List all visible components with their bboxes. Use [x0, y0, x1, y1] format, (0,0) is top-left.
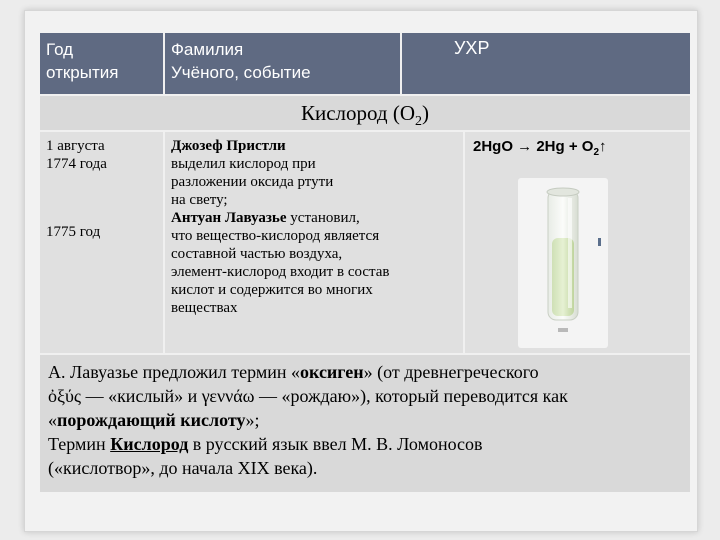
section-title: Кислород $(O_2)$ [300, 101, 430, 130]
priestley-text-3: на свету; [171, 192, 228, 208]
header-year-line1: Год [46, 40, 74, 59]
section-title-row [40, 96, 690, 130]
header-scientist-line2: Учёного, событие [171, 63, 311, 82]
summary-band [40, 355, 690, 492]
test-tube-photo [518, 178, 608, 348]
lavoisier-text-5: веществах [171, 300, 238, 316]
lavoisier-text-4: кислот и содержится во многих [171, 282, 373, 298]
lavoisier-text-2: составной частью воздуха, [171, 246, 343, 262]
header-year-line2: открытия [46, 63, 119, 82]
summary-line-4: Термин Кислород в русский язык ввел М. В. Ломоносов [48, 434, 483, 454]
event-cell [165, 132, 463, 353]
scientist-lavoisier: Антуан Лавуазье [171, 210, 287, 226]
summary-line-5: («кислотвор», до начала XIX века). [48, 458, 318, 478]
lavoisier-text-3: элемент-кислород входит в состав [171, 264, 390, 280]
year-cell [40, 132, 163, 353]
scientist-priestley: Джозеф Пристли [171, 138, 286, 154]
header-col-scientist [165, 33, 400, 94]
summary-line-1: А. Лавуазье предложил термин «оксиген» (от древнегреческого [48, 362, 539, 382]
summary-line-3: «порождающий кислоту»; [48, 410, 260, 430]
header-scientist-line1: Фамилия [171, 40, 244, 59]
date1-line1: 1 августа [46, 138, 105, 154]
priestley-text-1: выделил кислород при [171, 156, 316, 172]
date1-line2: 1774 года [46, 156, 107, 172]
header-col-year [40, 33, 163, 94]
summary-line-2: ὀξύς — «кислый» и γεννάω — «рождаю»), который переводится как [48, 386, 568, 406]
date2: 1775 год [46, 224, 101, 240]
header-reaction-label: УХР [454, 38, 490, 58]
lavoisier-text-1: что вещество-кислород является [171, 228, 380, 244]
reaction-equation: $2HgO \to 2Hg + O_2↑$ [473, 138, 607, 158]
priestley-text-2: разложении оксида ртути [171, 174, 334, 190]
header-col-reaction [402, 33, 690, 94]
test-tube-icon [518, 178, 608, 348]
lavoisier-text-0: установил, [286, 210, 360, 226]
